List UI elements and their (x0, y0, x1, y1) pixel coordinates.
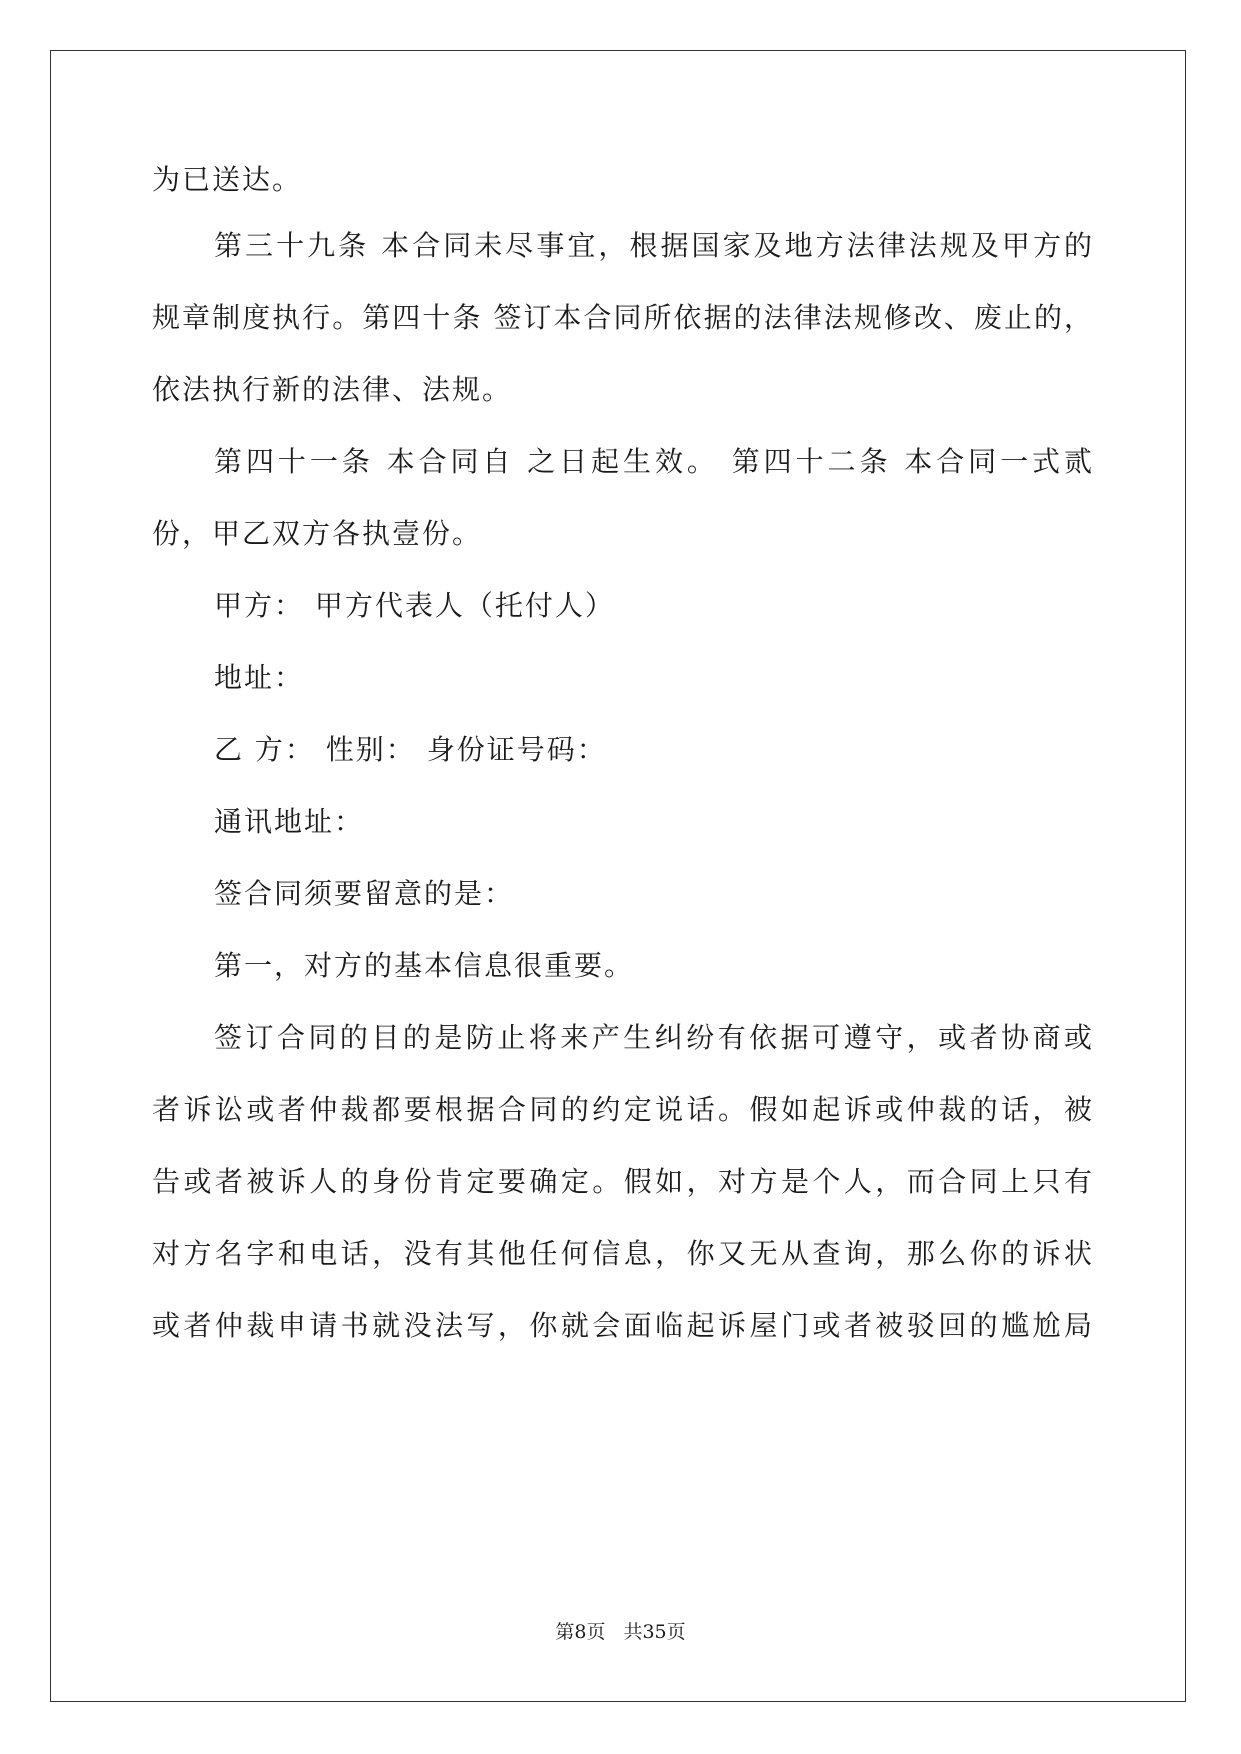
text-line: 通讯地址： (214, 805, 365, 838)
text-line: 签合同须要留意的是： (214, 877, 515, 910)
text-line: 者诉讼或者仲裁都要根据合同的约定说话。假如起诉或仲裁的话，被 (152, 1093, 1092, 1126)
text-line: 告或者被诉人的身份肯定要确定。假如，对方是个人，而合同上只有 (152, 1165, 1092, 1198)
text-line: 签订合同的目的是防止将来产生纠纷有依据可遵守，或者协商或 (214, 1021, 1092, 1054)
page-number: 第8页 (555, 1621, 606, 1643)
page-footer (0, 1620, 1241, 1644)
text-line: 规章制度执行。第四十条 签订本合同所依据的法律法规修改、废止的， (152, 301, 1092, 334)
text-line: 或者仲裁申请书就没法写，你就会面临起诉屋门或者被驳回的尴尬局 (152, 1309, 1092, 1342)
text-line: 地址： (214, 661, 305, 694)
text-line: 对方名字和电话，没有其他任何信息，你又无从查询，那么你的诉状 (152, 1237, 1092, 1270)
text-line: 第三十九条 本合同未尽事宜，根据国家及地方法律法规及甲方的 (214, 229, 1092, 262)
text-line: 甲方： 甲方代表人（托付人） (214, 589, 615, 622)
text-line: 乙 方： 性别： 身份证号码： (214, 733, 607, 766)
text-line: 第一，对方的基本信息很重要。 (214, 949, 635, 982)
text-line: 为已送达。 (152, 163, 303, 196)
page-total: 共35页 (623, 1621, 686, 1643)
text-line: 份，甲乙双方各执壹份。 (152, 517, 483, 550)
text-line: 依法执行新的法律、法规。 (152, 373, 513, 406)
text-line: 第四十一条 本合同自 之日起生效。 第四十二条 本合同一式贰 (214, 445, 1092, 478)
